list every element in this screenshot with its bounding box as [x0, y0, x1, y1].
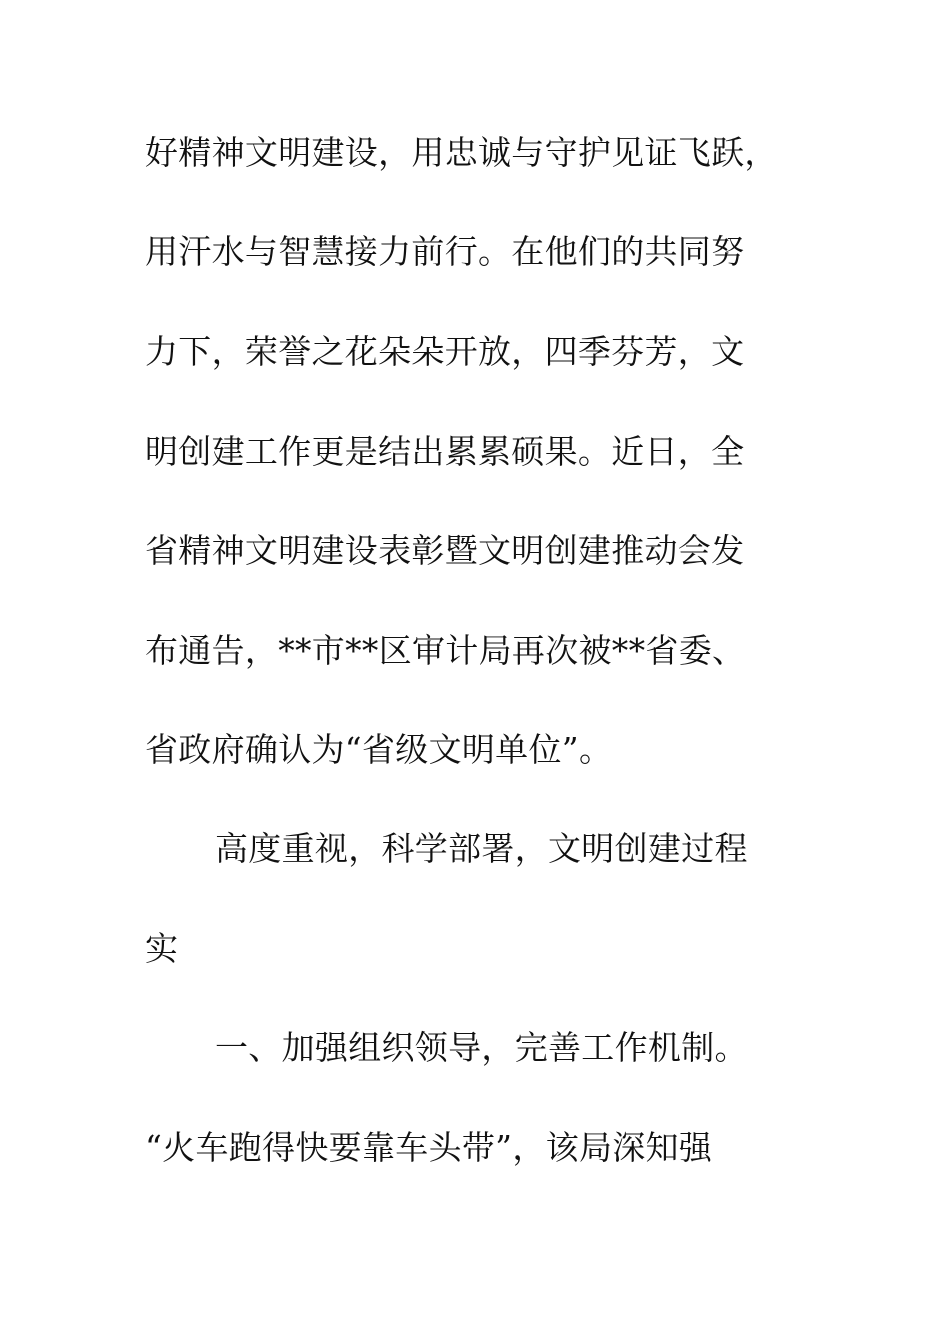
paragraph-line: “火车跑得快要靠车头带”，该局深知强 — [145, 1128, 713, 1167]
paragraph-line: 省精神文明建设表彰暨文明创建推动会发 — [145, 531, 745, 570]
subsection-heading-line: 一、加强组织领导，完善工作机制。 — [215, 1028, 748, 1067]
paragraph-line: 好精神文明建设，用忠诚与守护见证飞跃， — [145, 133, 778, 172]
paragraph-line: 用汗水与智慧接力前行。在他们的共同努 — [145, 232, 745, 271]
paragraph-line: 力下，荣誉之花朵朵开放，四季芬芳，文 — [145, 332, 745, 371]
paragraph-line: 省政府确认为“省级文明单位”。 — [145, 730, 613, 769]
section-heading-line: 实 — [145, 929, 179, 968]
paragraph-line: 布通告，**市**区审计局再次被**省委、 — [145, 631, 746, 670]
paragraph-line: 明创建工作更是结出累累硕果。近日，全 — [145, 432, 745, 471]
section-heading-line: 高度重视，科学部署，文明创建过程 — [215, 829, 748, 868]
